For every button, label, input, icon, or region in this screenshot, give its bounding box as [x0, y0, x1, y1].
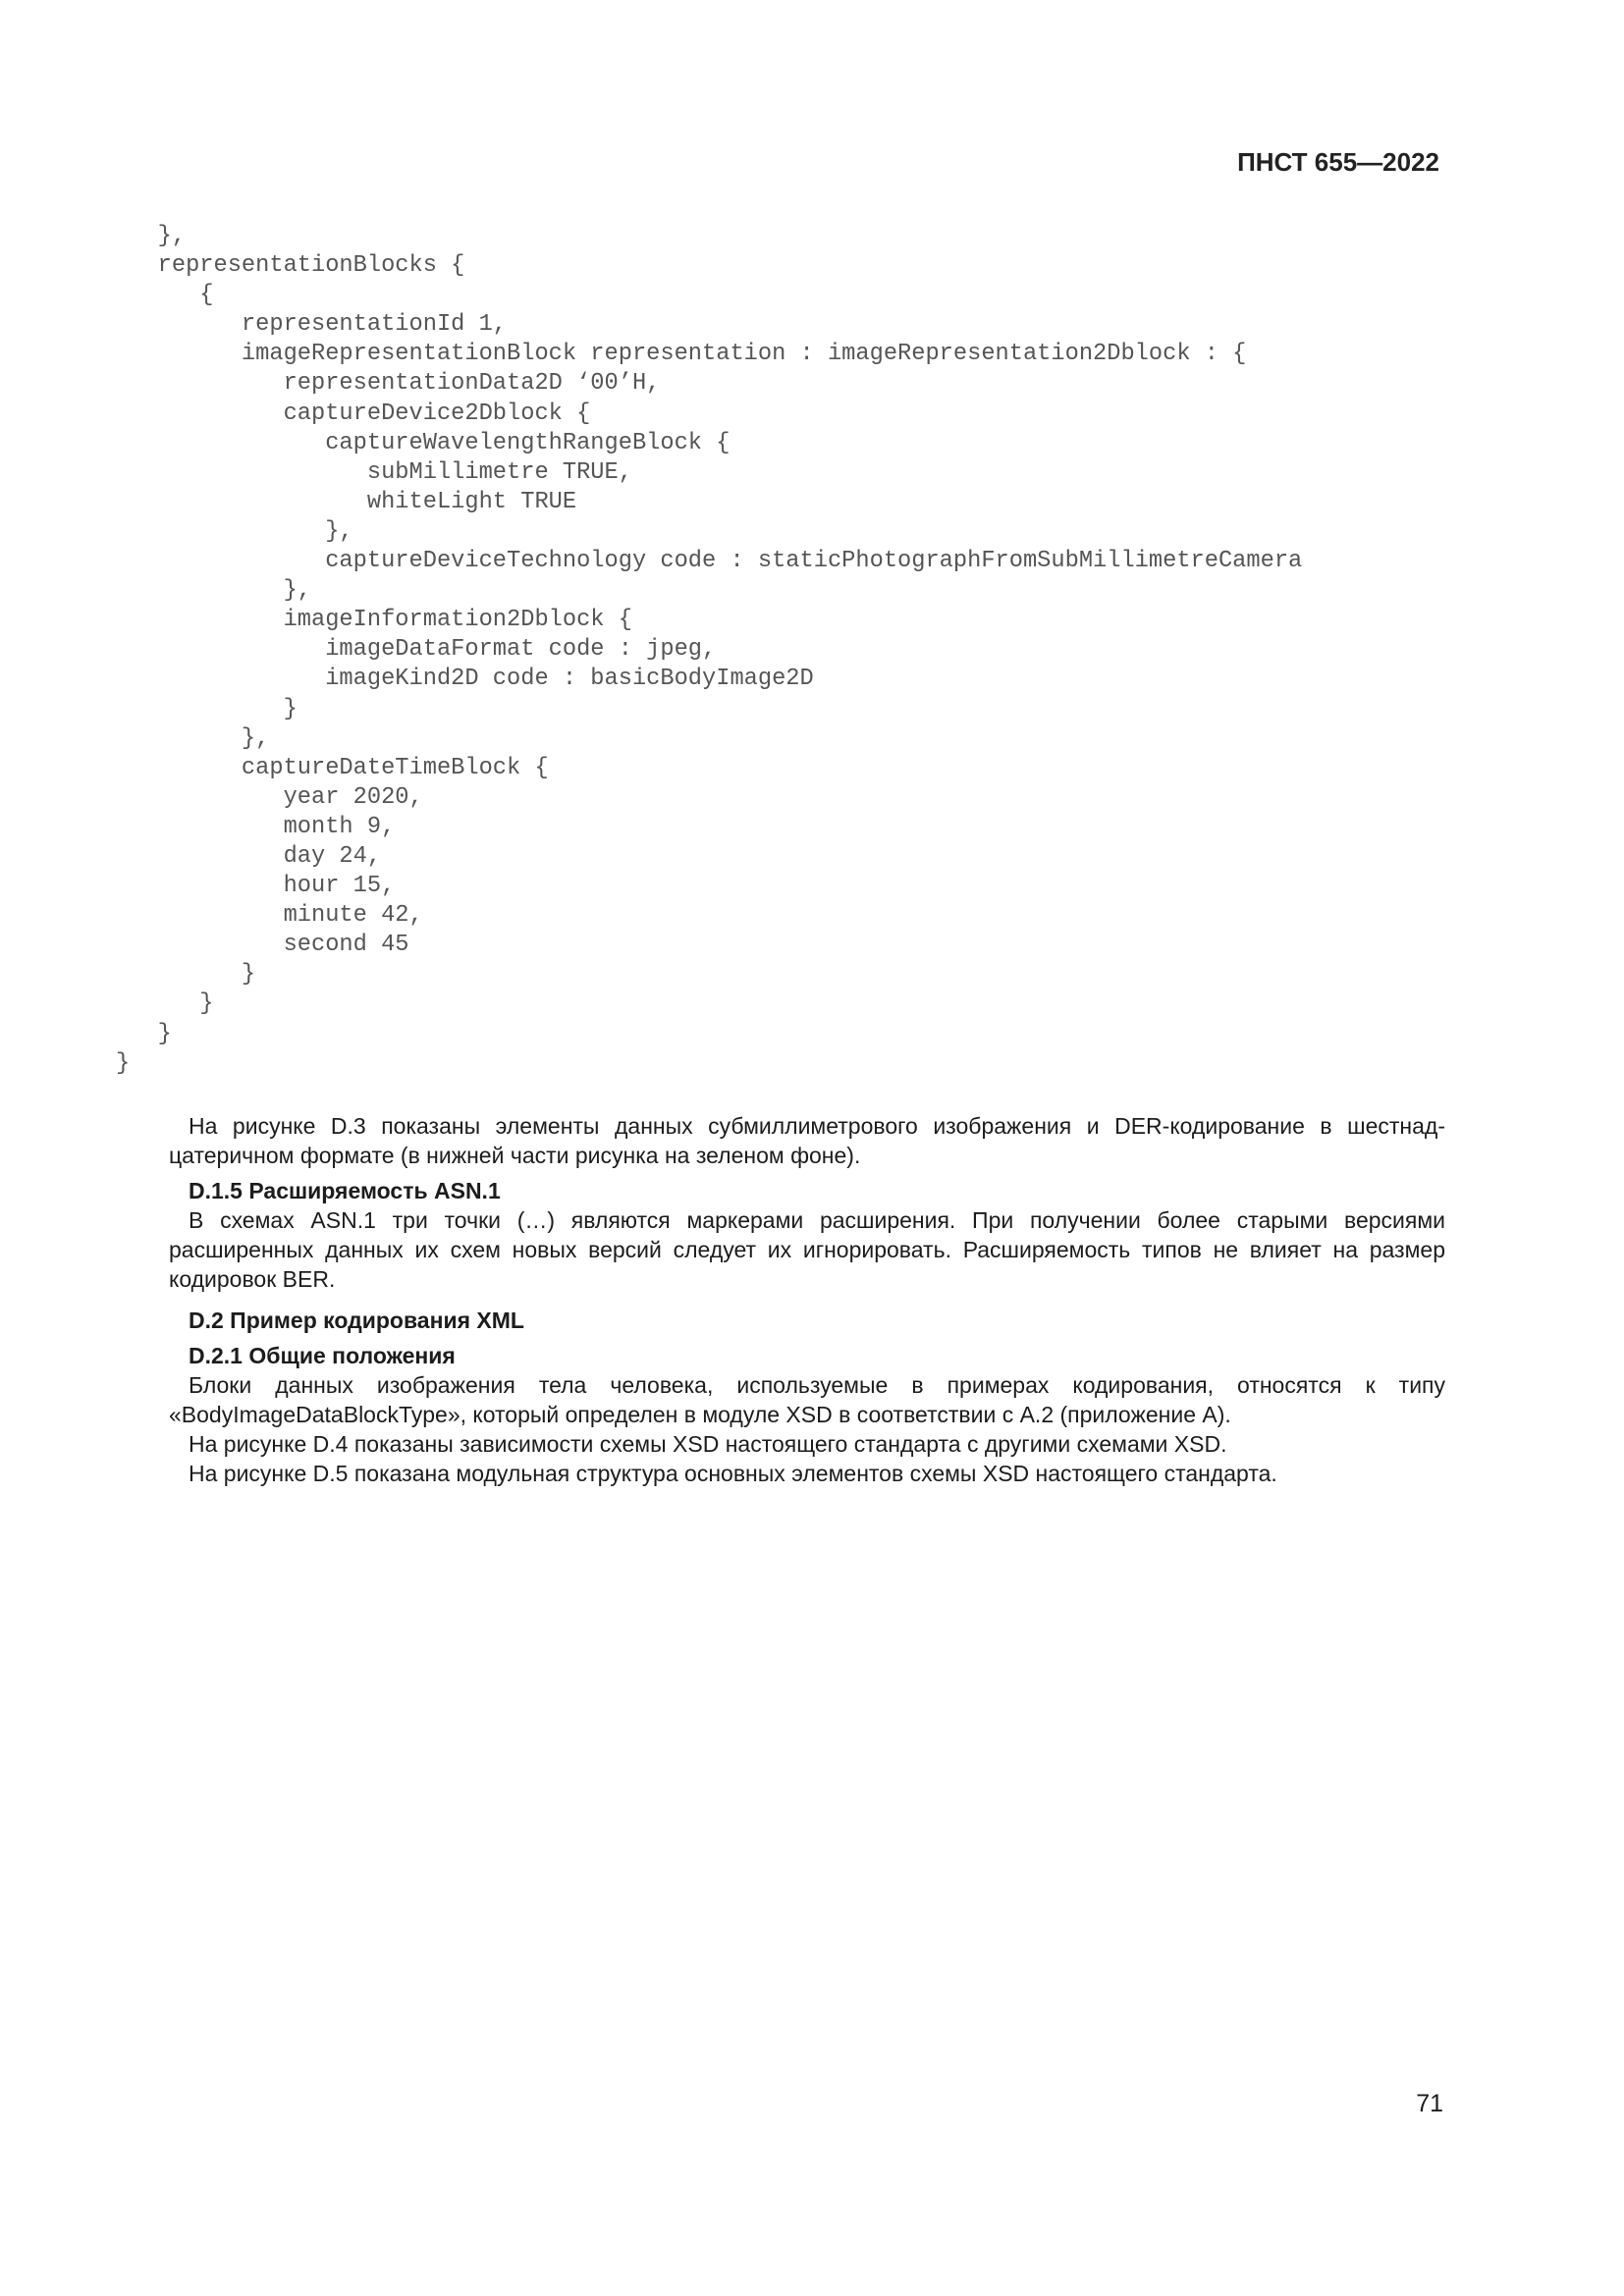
- code-line: },: [116, 223, 187, 249]
- paragraph-figure-d5: На рисунке D.5 показана модульная структура основных элементов схемы XSD настоящего стандарта.: [189, 1461, 1277, 1486]
- code-line: }: [116, 1020, 172, 1047]
- section-heading-d-2: D.2 Пример кодирования XML: [189, 1308, 524, 1333]
- code-line: imageKind2D code : basicBodyImage2D: [116, 666, 814, 693]
- section-heading-d-1-5: D.1.5 Расширяемость ASN.1: [189, 1178, 501, 1203]
- code-line: captureWavelengthRangeBlock {: [116, 429, 731, 456]
- code-line: whiteLight TRUE: [116, 488, 577, 515]
- code-line: imageRepresentationBlock representation : imageRepresentation2Dblock : {: [116, 341, 1247, 368]
- code-line: captureDeviceTechnology code : staticPhotographFromSubMillimetreCamera: [116, 548, 1303, 575]
- code-line: }: [116, 1049, 131, 1077]
- code-line: day 24,: [116, 842, 382, 870]
- paragraph-asn1-extensibility: В схемах ASN.1 три точки (…) являются маркерами расширения. При получении более старыми версиями расширенных данных их схем новых версий следует их игнорировать. Расширяемость типов не влияет на размер кодировок BER.: [169, 1207, 1445, 1292]
- code-line: subMillimetre TRUE,: [116, 458, 632, 486]
- code-line: minute 42,: [116, 902, 423, 930]
- code-line: representationId 1,: [116, 311, 508, 339]
- code-line: }: [116, 961, 256, 988]
- code-line: captureDateTimeBlock {: [116, 754, 549, 781]
- code-line: hour 15,: [116, 873, 396, 900]
- code-line: {: [116, 282, 214, 309]
- section-heading-d-2-1: D.2.1 Общие положения: [189, 1343, 456, 1368]
- code-line: year 2020,: [116, 783, 423, 811]
- code-line: imageDataFormat code : jpeg,: [116, 636, 717, 664]
- code-line: captureDevice2Dblock {: [116, 400, 591, 427]
- code-line: }: [116, 990, 214, 1018]
- code-line: second 45: [116, 932, 409, 959]
- code-line: },: [116, 724, 270, 752]
- code-line: imageInformation2Dblock {: [116, 607, 632, 634]
- code-line: }: [116, 695, 298, 722]
- document-body-text: [169, 1111, 1445, 1488]
- paragraph-figure-d4: На рисунке D.4 показаны зависимости схемы XSD настоящего стандарта с другими схемами XSD.: [189, 1431, 1227, 1457]
- code-line: },: [116, 577, 312, 605]
- page-number: 71: [1416, 2090, 1443, 2117]
- document-standard-id: ПНСТ 655—2022: [1237, 147, 1439, 177]
- paragraph-body-image-data-blocks: Блоки данных изображения тела человека, используемые в примерах кодирования, относятся к типу «BodyImageDataBlockType», который определен в модуле XSD в соответствии с А.2 (приложение А).: [169, 1372, 1445, 1427]
- asn1-code-listing: [116, 222, 1302, 1079]
- code-line: },: [116, 517, 353, 545]
- code-line: representationBlocks {: [116, 252, 465, 280]
- code-line: representationData2D ‘00’H,: [116, 370, 661, 398]
- paragraph-figure-d3: На рисунке D.3 показаны элементы данных субмиллиметрового изображения и DER-кодирование в шестнадцатеричном формате (в нижней части рисунка на зеленом фоне).: [169, 1113, 1445, 1168]
- code-line: month 9,: [116, 813, 396, 840]
